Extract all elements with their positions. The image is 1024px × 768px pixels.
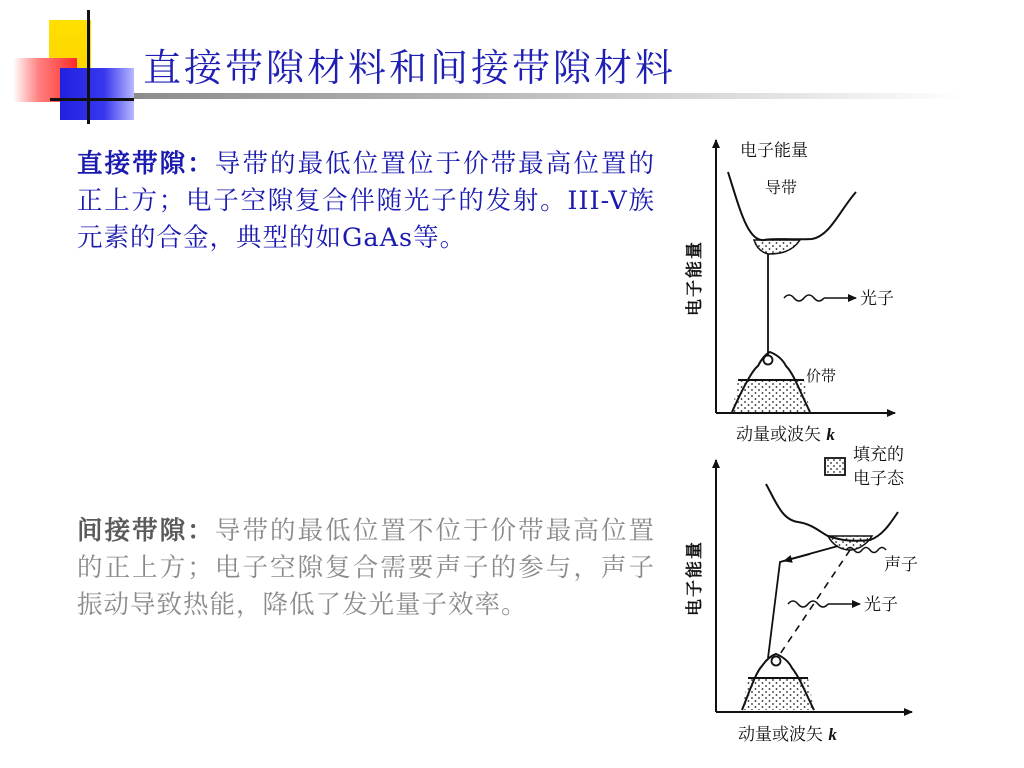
direct-photon-wave	[784, 295, 824, 301]
direct-valence-label: 价带	[806, 367, 837, 385]
indirect-photon-wave	[788, 601, 828, 607]
direct-bandgap-description: 导带的最低位置位于价带最高位置的正上方；电子空隙复合伴随光子的发射。III-V族元素的合金，典型的如GaAs等。	[77, 149, 655, 253]
legend-line2: 电子态	[853, 469, 904, 489]
direct-hole-circle	[764, 356, 773, 365]
direct-bandgap-term: 直接带隙：	[77, 149, 215, 179]
indirect-phonon-label: 声子	[884, 555, 918, 575]
decor-horizontal-line	[50, 98, 134, 101]
indirect-phonon-arrowhead	[784, 554, 810, 561]
indirect-dashed-transition	[776, 550, 850, 660]
legend-line1: 填充的	[853, 445, 904, 465]
title-underline	[134, 93, 964, 99]
indirect-bandgap-term: 间接带隙：	[77, 516, 215, 546]
indirect-conduction-band-curve	[766, 484, 898, 541]
decor-vertical-line	[87, 10, 90, 124]
indirect-valence-filled-states	[742, 678, 814, 710]
direct-x-axis-label: 动量或波矢 k	[736, 425, 835, 445]
slide-title: 直接带隙材料和间接带隙材料	[143, 46, 677, 90]
indirect-y-axis-label: 电子能量	[685, 540, 705, 616]
indirect-photon-label: 光子	[864, 595, 898, 615]
indirect-bandgap-description: 导带的最低位置不位于价带最高位置的正上方；电子空隙复合需要声子的参与，声子振动导致热能，降低了发光量子效率。	[77, 516, 655, 620]
direct-conduction-filled-states	[754, 240, 800, 254]
direct-valence-filled-states	[732, 380, 810, 412]
direct-top-label: 电子能量	[740, 141, 808, 161]
direct-bandgap-diagram	[680, 130, 910, 450]
indirect-bandgap-paragraph	[77, 513, 655, 624]
direct-bandgap-paragraph	[77, 146, 655, 257]
indirect-bandgap-diagram	[680, 450, 930, 760]
direct-y-axis-label: 电子能量	[685, 240, 705, 316]
indirect-x-axis-label: 动量或波矢 k	[738, 725, 837, 745]
direct-conduction-label: 导带	[765, 178, 798, 197]
direct-photon-label: 光子	[860, 289, 894, 309]
indirect-phonon-path	[768, 546, 838, 658]
indirect-hole-circle	[772, 657, 781, 666]
decor-blue-square	[60, 68, 134, 120]
